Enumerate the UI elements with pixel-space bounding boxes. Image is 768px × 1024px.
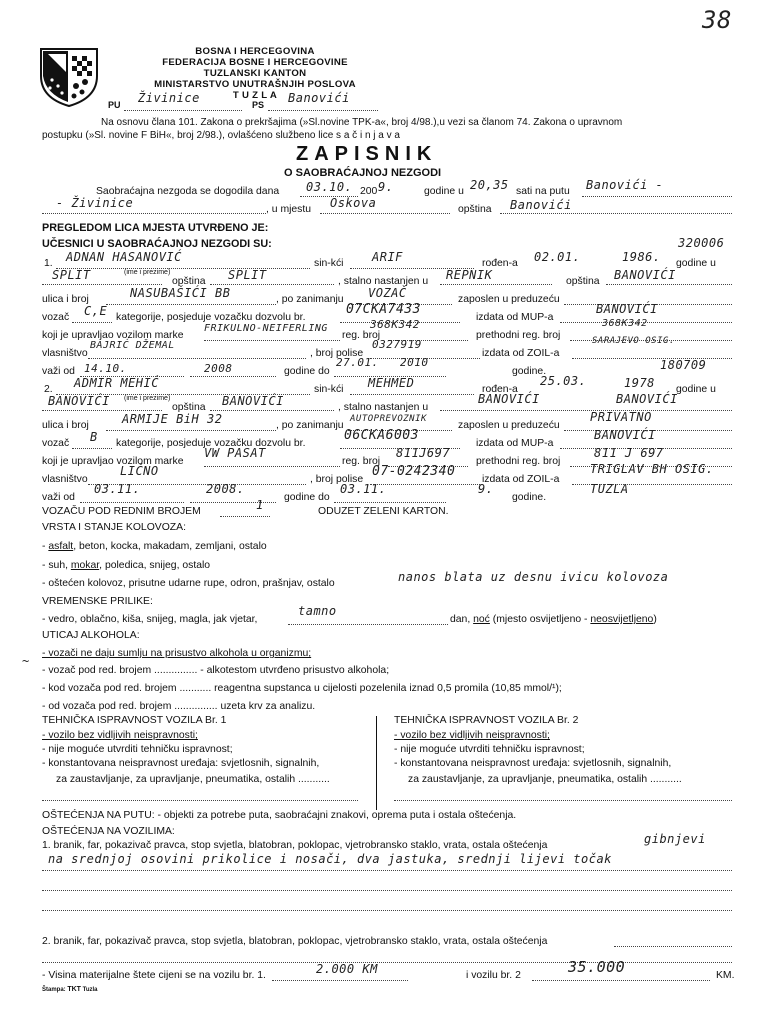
p2-residence-2: BANOVIĆI [616, 392, 678, 406]
p2-valid-from: 03.11. [94, 482, 141, 496]
p2-vlasnistvo: vlasništvo [42, 474, 88, 485]
coat-of-arms-logo [38, 46, 100, 111]
event-road-2: - Živinice [56, 196, 134, 210]
p2-valid-from-year: 2008. [206, 482, 245, 496]
tech1-line-2: - nije moguće utvrditi tehničku ispravnost; [42, 744, 233, 755]
vreme-close: ) [653, 614, 657, 625]
p2-street: ARMIJE BiH 32 [122, 412, 223, 426]
p1-ime-prezime: (ime i prezime) [124, 269, 171, 276]
p2-reg: reg. broj [342, 456, 381, 467]
alkohol-line-1: - vozači ne daju sumlju na prisustvo alkohola u organizmu; [42, 648, 312, 659]
p1-kategorije: kategorije, posjeduje vozačku dozvolu br. [116, 312, 306, 323]
p1-residence: REPNIK [446, 268, 493, 282]
p2-number: 2. [44, 384, 53, 395]
p1-license: 07CKA7433 [346, 302, 421, 317]
kolovoz-asfalt: asfalt [48, 541, 74, 552]
p1-issuer: BANOVIĆI [596, 302, 658, 316]
p2-opstina-label: opština [172, 402, 206, 413]
kolovoz-opt-3: - oštećen kolovoz, prisutne udarne rupe, odron, prašnjav, ostalo [42, 578, 335, 589]
document-subtitle: O SAOBRAĆAJNOJ NEZGODI [284, 167, 442, 179]
kolovoz-opt-1: - asfalt, beton, kocka, makadam, zemljani, ostalo [42, 541, 267, 552]
p2-izdata: izdata od MUP-a [476, 438, 554, 449]
alkohol-line-4: - od vozača pod red. brojem ............... uzeta krv za analizu. [42, 701, 316, 712]
p2-vazi-od: važi od [42, 492, 75, 503]
event-place: Oskova [330, 196, 377, 210]
vreme-noc: noć [473, 614, 490, 625]
p2-residence: BANOVIĆI [478, 392, 540, 406]
p2-dob: 25.03. [540, 374, 587, 388]
p1-insurer: SARAJEVO OSIG. [592, 336, 675, 346]
tech2-line-4: za zaustavljanje, za upravljanje, pneumatika, ostalih ........... [408, 774, 682, 785]
p1-koji: koji je upravljao vozilom marke [42, 330, 184, 341]
p1-vehicle: FRIKULNO-NEIFERLING [204, 323, 328, 334]
p2-birth-opstina: BANOVIĆI [222, 394, 284, 408]
p1-zoil: izdata od ZOIL-a [482, 348, 560, 359]
p1-valid-to: 27.01. [336, 356, 379, 369]
event-opstina-label: opština [458, 204, 492, 215]
ostecenja-voz-title: OŠTEĆENJA NA VOZILIMA: [42, 826, 175, 837]
p2-vehicle: VW PASAT [204, 446, 266, 460]
ostecenja-put [42, 810, 516, 821]
event-sati-label: sati na putu [516, 186, 570, 197]
p1-godine-do: godine do [284, 366, 330, 377]
event-godine-u: godine u [424, 186, 464, 197]
p1-category: C,E [84, 304, 108, 318]
p2-ime-prezime: (ime i prezime) [124, 395, 171, 402]
p1-stalno: , stalno nastanjen u [338, 276, 429, 287]
event-date: 03.10. [306, 180, 353, 194]
p2-polise: , broj polise [310, 474, 364, 485]
steta-value-2: 35.000 [568, 958, 626, 976]
event-year: 9. [378, 180, 394, 194]
p1-prethodni: prethodni reg. broj [476, 330, 561, 341]
p2-insurer-city: TUZLA [590, 482, 629, 496]
kolovoz-mokar: mokar [70, 560, 100, 571]
tech1-line-4: za zaustavljanje, za upravljanje, pneumatika, ostalih ........... [56, 774, 330, 785]
p2-dob-year: 1978 [624, 376, 655, 390]
section-ucesnici: UČESNICI U SAOBRAĆAJNOJ NEZGODI SU: [42, 238, 272, 250]
p1-name: ADNAN HASANOVIĆ [66, 250, 182, 264]
event-time: 20,35 [470, 178, 509, 192]
section-pregled: PREGLEDOM LICA MJESTA UTVRĐENO JE: [42, 222, 269, 234]
event-u-mjestu: , u mjestu [266, 204, 312, 215]
p2-insurer: TRIGLAV BH OSIG. [590, 462, 714, 476]
p1-owner: BAJRIĆ DŽEMAL [90, 340, 175, 351]
p2-zanimanje-label: , po zanimanju [276, 420, 344, 431]
p2-rodjen: rođen-a [482, 384, 518, 395]
p1-policy: 0327919 [372, 338, 422, 351]
kolovoz-opt-1-rest: , beton, kocka, makadam, zemljani, ostalo [73, 541, 267, 552]
alkohol-line-2: - vozač pod red. brojem ............... - alkotestom utvrđeno prisustvo alkohola; [42, 665, 390, 676]
ostecenja-put-text: - objekti za potrebe puta, saobraćajni znakovi, oprema puta i ostala oštećenja. [154, 810, 517, 821]
p1-zanimanje-label: , po zanimanju [276, 294, 344, 305]
p1-opstina-label: opština [172, 276, 206, 287]
p1-res-opstina: BANOVIĆI [614, 268, 676, 282]
p1-birth-opstina: SPLIT [228, 268, 267, 282]
p1-godine-end: godine. [512, 366, 547, 377]
p1-rodjen: rođen-a [482, 258, 518, 269]
intro-line-1: Na osnovu člana 101. Zakona o prekršajima (»Sl.novine TPK-a«, broj 4/98.),u vezi sa članom 74. Zakona o upravnom [101, 117, 623, 128]
p1-vazi-od: važi od [42, 366, 75, 377]
tech1-title: TEHNIČKA ISPRAVNOST VOZILA Br. 1 [42, 715, 227, 726]
p1-birth-place: SPLIT [52, 268, 91, 282]
p2-valid-to-year: 9. [478, 482, 494, 496]
kolovoz-title: VRSTA I STANJE KOLOVOZA: [42, 522, 186, 533]
vreme-value: tamno [298, 604, 337, 618]
p1-valid-from: 14.10. [84, 362, 127, 375]
p1-reg: reg. broj [342, 330, 381, 341]
p2-name: ADMIR MEHIĆ [74, 376, 159, 390]
steta-value-1: 2.000 KM [316, 962, 378, 976]
p2-vozac: vozač [42, 438, 70, 449]
ostecenja-voz-line-1: 1. branik, far, pokazivač pravca, stop svjetla, blatobran, poklopac, vjetrobransko staklo, vrata, ostala oštećenja [42, 840, 548, 851]
ostecenja-voz-line-2: 2. branik, far, pokazivač pravca, stop svjetla, blatobran, poklopac, vjetrobransko staklo, vrata, ostala oštećenja [42, 936, 548, 947]
p2-owner: LIČNO [120, 464, 159, 478]
p1-prev-reg: 368K342 [602, 318, 648, 329]
p2-zoil: izdata od ZOIL-a [482, 474, 560, 485]
p2-godine-u: godine u [676, 384, 716, 395]
event-label: Saobraćajna nezgoda se dogodila dana [96, 186, 280, 197]
p2-kategorije: kategorije, posjeduje vozačku dozvolu br. [116, 438, 306, 449]
p2-license: 06CKA6003 [344, 428, 419, 443]
p1-street: NASUBAŠIĆI BB [130, 286, 231, 300]
p1-occupation: VOZAČ [368, 286, 407, 300]
event-road: Banovići - [586, 178, 664, 192]
p1-vozac: vozač [42, 312, 70, 323]
p2-prethodni: prethodni reg. broj [476, 456, 561, 467]
p2-issuer: BANOVIĆI [594, 428, 656, 442]
document-title: ZAPISNIK [296, 143, 438, 165]
footer-tkt: TKT [67, 986, 81, 993]
tech1-line-1: - vozilo bez vidljivih neispravnosti; [42, 730, 198, 741]
kolovoz-opt-2-rest: , poledica, snijeg, ostalo [99, 560, 211, 571]
p2-stalno: , stalno nastanjen u [338, 402, 429, 413]
p1-vlasnistvo: vlasništvo [42, 348, 88, 359]
pu-value: Živinice [138, 91, 200, 105]
event-opstina: Banovići [510, 198, 572, 212]
p1-godine-u: godine u [676, 258, 716, 269]
p2-father: MEHMED [368, 376, 415, 390]
pu-label: PU [108, 100, 121, 110]
vreme-mjesto: (mjesto osvijetljeno - [492, 614, 588, 625]
vreme-dan [450, 614, 657, 625]
p1-sin-kci: sin-kći [314, 258, 344, 269]
alkohol-line-3: - kod vozača pod red. brojem ........... reagentna supstanca u cijelosti pozelenila iznad 0,5 promila (10,85 mmol/¹); [42, 683, 562, 694]
p1-valid-from-year: 2008 [204, 362, 233, 375]
p2-employer: PRIVATNO [590, 410, 652, 424]
steta-line-2: i vozilu br. 2 [466, 970, 521, 981]
p1-dob-year: 1986. [622, 250, 661, 264]
footer-stampa [42, 986, 98, 993]
zeleni-label: VOZAČU POD REDNIM BROJEM [42, 506, 201, 517]
p1-number: 1. [44, 258, 53, 269]
zeleni-label-2: ODUZET ZELENI KARTON. [318, 506, 449, 517]
vreme-dan-text: dan, [450, 614, 471, 625]
alkohol-title: UTICAJ ALKOHOLA: [42, 630, 140, 641]
p2-godine-end: godine. [512, 492, 547, 503]
kolovoz-opt-2 [42, 560, 210, 571]
steta-km: KM. [716, 970, 735, 981]
header-line-1: BOSNA I HERCEGOVINA [195, 46, 315, 57]
p1-reg-no: 368K342 [370, 318, 420, 331]
p2-sin-kci: sin-kći [314, 384, 344, 395]
p1-polise: , broj polise [310, 348, 364, 359]
footer-city: Tuzla [82, 987, 98, 993]
p2-koji: koji je upravljao vozilom marke [42, 456, 184, 467]
tech1-line-3: - konstantovana neispravnost uređaja: svjetlosnih, signalnih, [42, 758, 320, 769]
header-line-3: TUZLANSKI KANTON [203, 68, 307, 79]
p1-father: ARIF [372, 250, 403, 264]
p2-prev-reg: 811 J 697 [594, 446, 664, 460]
tech2-line-1: - vozilo bez vidljivih neispravnosti; [394, 730, 550, 741]
p1-dob: 02.01. [534, 250, 581, 264]
p2-birth-place: BANOVIĆI [48, 394, 110, 408]
margin-note-1: 320006 [678, 236, 725, 250]
ostecenja-put-title: OŠTEĆENJA NA PUTU: [42, 810, 155, 821]
margin-dash-mark: ~ [22, 654, 30, 668]
zeleni-number: 1 [256, 498, 264, 512]
kolovoz-suh: - suh, [42, 560, 71, 571]
ostecenja-voz-value-1b: na srednjoj osovini prikolice i nosači, dva jastuka, srednji lijevi točak [48, 852, 612, 866]
p1-ulica: ulica i broj [42, 294, 89, 305]
vreme-title: VREMENSKE PRILIKE: [42, 596, 153, 607]
tech2-title: TEHNIČKA ISPRAVNOST VOZILA Br. 2 [394, 715, 579, 726]
vreme-neosvijetljeno: neosvijetljeno [590, 614, 654, 625]
footer-stampa-label: Štampa: [42, 987, 66, 993]
ostecenja-voz-value-1: gibnjevi [644, 832, 706, 846]
ps-value: Banovići [288, 91, 350, 105]
p1-izdata: izdata od MUP-a [476, 312, 554, 323]
tech2-line-2: - nije moguće utvrditi tehničku ispravnost; [394, 744, 585, 755]
ps-label: PS [252, 100, 265, 110]
p2-valid-to: 03.11. [340, 482, 387, 496]
p2-reg-no: 811J697 [396, 446, 451, 460]
event-year-label: 200 [360, 186, 378, 197]
p1-zaposlen: zaposlen u preduzeću [458, 294, 560, 305]
margin-note-2: 180709 [660, 358, 707, 372]
p2-policy: 07-0242340 [372, 464, 456, 479]
tech2-line-3: - konstantovana neispravnost uređaja: svjetlosnih, signalnih, [394, 758, 672, 769]
header-line-5: T U Z L A [232, 90, 278, 101]
intro-line-2: postupku (»Sl. novine F BiH«, broj 2/98.), ovlašćeno službeno lice s a č i n j a v a [42, 130, 400, 141]
kolovoz-opt-3-value: nanos blata uz desnu ivicu kolovoza [398, 570, 669, 584]
header-line-4: MINISTARSTVO UNUTRAŠNJIH POSLOVA [154, 79, 356, 90]
p2-zaposlen: zaposlen u preduzeću [458, 420, 560, 431]
page-number: 38 [702, 6, 732, 34]
p1-opstina2-label: opština [566, 276, 600, 287]
p2-category: B [90, 430, 98, 444]
p2-godine-do: godine do [284, 492, 330, 503]
p1-valid-to-year: 2010 [400, 356, 429, 369]
steta-line-1: - Visina materijalne štete cijeni se na vozilu br. 1. [42, 970, 266, 981]
vreme-line: - vedro, oblačno, kiša, snijeg, magla, jak vjetar, [42, 614, 258, 625]
header-line-2: FEDERACIJA BOSNE I HERCEGOVINE [162, 57, 348, 68]
p2-occupation: AUTOPREVOZNIK [350, 414, 427, 424]
p2-ulica: ulica i broj [42, 420, 89, 431]
